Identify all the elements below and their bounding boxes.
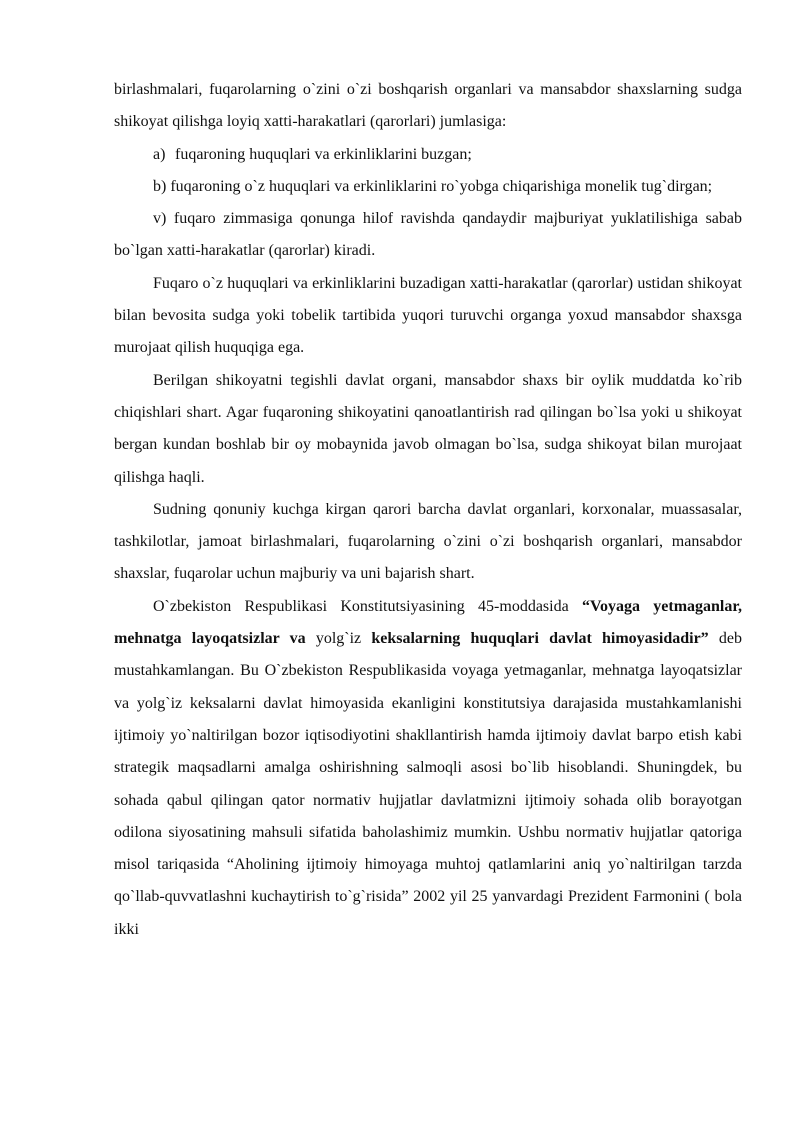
- paragraph-review-period: Berilgan shikoyatni tegishli davlat organi, mansabdor shaxs bir oylik muddatda ko`rib chiqishlari shart. Agar fuqaroning shikoyatini qanoatlantirish rad qilingan bo`lsa yoki u shikoyat bergan kundan boshlab bir oy mobaynida javob olmagan bo`lsa, sudga shikoyat bilan murojaat qilishga haqli.: [114, 371, 742, 486]
- paragraph-text-segment: yolg`iz: [305, 630, 372, 648]
- list-marker-a: a): [153, 145, 166, 163]
- bold-quote-part-2: keksalarning huquqlari davlat himoyasidadir”: [371, 630, 709, 648]
- paragraph-court-decision: Sudning qonuniy kuchga kirgan qarori barcha davlat organlari, korxonalar, muassasalar, tashkilotlar, jamoat birlashmalari, fuqarolarning o`zini o`zi boshqarish organlari, mansabdor shaxslar, fuqarolar uchun majburiy va uni bajarish shart.: [114, 500, 742, 583]
- list-item-b: b) fuqaroning o`z huquqlari va erkinliklarini ro`yobga chiqarishiga monelik tug`dirgan;: [153, 177, 713, 195]
- paragraph-text-segment: O`zbekiston Respublikasi Konstitutsiyasining 45-moddasida: [153, 597, 582, 615]
- paragraph-complaint-right: Fuqaro o`z huquqlari va erkinliklarini buzadigan xatti-harakatlar (qarorlar) ustidan shikoyat bilan bevosita sudga yoki tobelik tartibida yuqori turuvchi organga yoxud mansabdor shaxsga murojaat qilish huquqiga ega.: [114, 274, 742, 357]
- document-page: [114, 74, 742, 946]
- bold-quote-part-1: “Voyaga yetmaganlar, mehnatga layoqatsizlar va: [114, 597, 742, 648]
- list-item-a-text: fuqaroning huquqlari va erkinliklarini buzgan;: [175, 145, 472, 163]
- paragraph-continuation: birlashmalari, fuqarolarning o`zini o`zi boshqarish organlari va mansabdor shaxslarning sudga shikoyat qilishga loyiq xatti-harakatlari (qarorlari) jumlasiga:: [114, 81, 742, 131]
- list-item-v: v) fuqaro zimmasiga qonunga hilof ravishda qandaydir majburiyat yuklatilishiga sabab bo`lgan xatti-harakatlar (qarorlar) kiradi.: [114, 210, 742, 260]
- list-item-a: [114, 139, 742, 171]
- paragraph-constitution-article: [114, 591, 742, 946]
- paragraph-text-segment: deb mustahkamlangan. Bu O`zbekiston Respublikasida voyaga yetmaganlar, mehnatga layoqatsizlar va yolg`iz keksalarni davlat himoyasida ekanligini konstitutsiya darajasida mustahkamlanishi ijtimoiy yo`naltirilgan bozor iqtisodiyotini shakllantirish hamda ijtimoiy davlat barpo etish kabi strategik maqsadlarni amalga oshirishning salmoqli asosi bo`lib hisoblandi. Shuningdek, bu sohada qabul qilingan qator normativ hujjatlar davlatmizni ijtimoiy sohada olib borayotgan odilona siyosatining mahsuli sifatida baholashimiz mumkin. Ushbu normativ hujjatlar qatoriga misol tariqasida “Aholining ijtimoiy himoyaga muhtoj qatlamlarini aniq yo`naltirilgan tarzda qo`llab-quvvatlashni kuchaytirish to`g`risida” 2002 yil 25 yanvardagi Prezident Farmonini ( bola ikki: [114, 630, 742, 938]
